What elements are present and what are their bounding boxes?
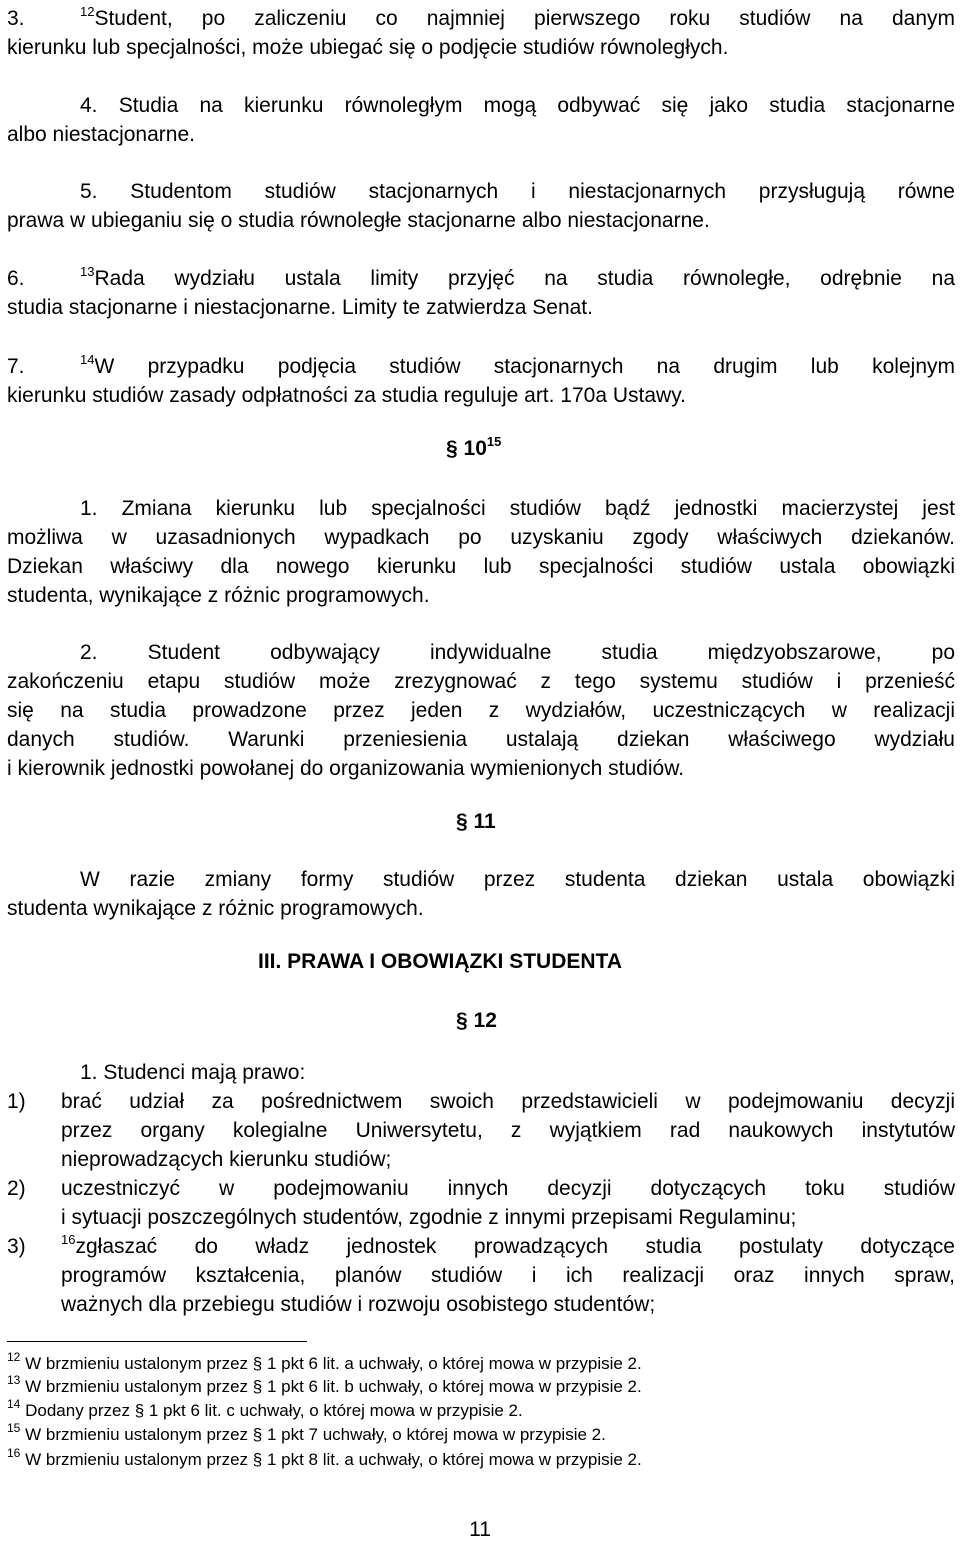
paragraph-text: Student, po zaliczeniu co najmniej pierwszego roku studiów na danym bbox=[94, 7, 955, 30]
list-item-number: 3) bbox=[7, 1235, 26, 1258]
paragraph-text: się na studia prowadzone przez jeden z wydziałów, uczestniczących w realizacji bbox=[7, 699, 955, 722]
footnote-text: W brzmieniu ustalonym przez § 1 pkt 7 uchwały, o której mowa w przypisie 2. bbox=[25, 1425, 606, 1444]
list-item bbox=[7, 1174, 955, 1232]
list-item-number: 2) bbox=[7, 1177, 26, 1200]
footnote-separator bbox=[7, 1341, 307, 1342]
chapter-title: III. PRAWA I OBOWIĄZKI STUDENTA bbox=[258, 950, 622, 973]
paragraph-number: 6. bbox=[7, 267, 25, 290]
footnote-number: 13 bbox=[7, 1373, 21, 1387]
section-heading-11: § 11 bbox=[456, 810, 496, 833]
footnote-ref: 13 bbox=[80, 264, 95, 279]
list-item-text: brać udział za pośrednictwem swoich przedstawicieli w podejmowaniu decyzji bbox=[61, 1090, 955, 1113]
paragraph-11 bbox=[7, 865, 955, 923]
footnote-text: Dodany przez § 1 pkt 6 lit. c uchwały, o której mowa w przypisie 2. bbox=[25, 1401, 523, 1420]
paragraph-3 bbox=[7, 4, 955, 62]
rights-list bbox=[7, 1087, 955, 1319]
page-number: 11 bbox=[469, 1518, 491, 1541]
footnote-ref: 16 bbox=[61, 1232, 76, 1247]
paragraph-number: 3. bbox=[7, 7, 25, 30]
paragraph-text: możliwa w uzasadnionych wypadkach po uzyskaniu zgody właściwych dziekanów. bbox=[7, 526, 955, 549]
paragraph-text: zakończeniu etapu studiów może zrezygnować z tego systemu studiów i przenieść bbox=[7, 670, 955, 693]
paragraph-text: 5. Studentom studiów stacjonarnych i niestacjonarnych przysługują równe bbox=[80, 180, 955, 203]
footnote bbox=[7, 1446, 642, 1471]
paragraph-6 bbox=[7, 264, 955, 322]
footnote-number: 12 bbox=[7, 1350, 21, 1364]
paragraph-text: W razie zmiany formy studiów przez studenta dziekan ustala obowiązki bbox=[80, 868, 955, 891]
footnote bbox=[7, 1397, 523, 1422]
paragraph-text: kierunku lub specjalności, może ubiegać się o podjęcie studiów równoległych. bbox=[7, 36, 729, 59]
paragraph-5 bbox=[7, 177, 955, 235]
footnote-number: 16 bbox=[7, 1446, 21, 1460]
paragraph-text: 4. Studia na kierunku równoległym mogą odbywać się jako studia stacjonarne bbox=[80, 94, 955, 117]
list-item bbox=[7, 1087, 955, 1174]
footnote-ref: 15 bbox=[486, 434, 502, 449]
section-heading-12: § 12 bbox=[456, 1009, 497, 1032]
list-item-text: i sytuacji poszczególnych studentów, zgodnie z innymi przepisami Regulaminu; bbox=[61, 1206, 797, 1229]
paragraph-7 bbox=[7, 352, 955, 410]
paragraph-text: studenta wynikające z różnic programowych. bbox=[7, 897, 424, 920]
paragraph-text: kierunku studiów zasady odpłatności za studia reguluje art. 170a Ustawy. bbox=[7, 384, 686, 407]
list-item-text: nieprowadzących kierunku studiów; bbox=[61, 1148, 392, 1171]
footnote-ref: 14 bbox=[80, 352, 95, 367]
paragraph-number: 7. bbox=[7, 355, 25, 378]
footnote-number: 14 bbox=[7, 1397, 21, 1411]
list-item-text: przez organy kolegialne Uniwersytetu, z wyjątkiem rad naukowych instytutów bbox=[61, 1119, 955, 1142]
footnote bbox=[7, 1421, 606, 1446]
paragraph-4 bbox=[7, 91, 955, 149]
paragraph-text: W przypadku podjęcia studiów stacjonarnych na drugim lub kolejnym bbox=[94, 355, 955, 378]
paragraph-12-intro bbox=[7, 1058, 955, 1087]
list-item-text: ważnych dla przebiegu studiów i rozwoju osobistego studentów; bbox=[61, 1293, 656, 1316]
paragraph-text: 1. Zmiana kierunku lub specjalności studiów bądź jednostki macierzystej jest bbox=[80, 497, 955, 520]
list-item-text: programów kształcenia, planów studiów i ich realizacji oraz innych spraw, bbox=[61, 1264, 955, 1287]
section-heading-10: § $10^{15}$ bbox=[446, 434, 502, 460]
footnote-text: W brzmieniu ustalonym przez § 1 pkt 6 lit. a uchwały, o której mowa w przypisie 2. bbox=[25, 1354, 642, 1373]
paragraph-text: Rada wydziału ustala limity przyjęć na studia równoległe, odrębnie na bbox=[94, 267, 955, 290]
paragraph-text: danych studiów. Warunki przeniesienia ustalają dziekan właściwego wydziału bbox=[7, 728, 955, 751]
footnote bbox=[7, 1350, 642, 1375]
paragraph-text: prawa w ubieganiu się o studia równoległe stacjonarne albo niestacjonarne. bbox=[7, 209, 710, 232]
list-item-text: zgłaszać do władz jednostek prowadzących studia postulaty dotyczące bbox=[75, 1235, 955, 1258]
footnote-ref: 12 bbox=[80, 4, 95, 19]
paragraph-10-1 bbox=[7, 494, 955, 610]
footnote-number: 15 bbox=[7, 1421, 21, 1435]
list-item bbox=[7, 1232, 955, 1319]
list-item-text: uczestniczyć w podejmowaniu innych decyzji dotyczących toku studiów bbox=[61, 1177, 955, 1200]
paragraph-text: studia stacjonarne i niestacjonarne. Limity te zatwierdza Senat. bbox=[7, 296, 593, 319]
paragraph-text: albo niestacjonarne. bbox=[7, 123, 195, 146]
footnote-text: W brzmieniu ustalonym przez § 1 pkt 6 lit. b uchwały, o której mowa w przypisie 2. bbox=[25, 1377, 642, 1396]
footnote bbox=[7, 1373, 642, 1398]
paragraph-10-2 bbox=[7, 638, 955, 783]
paragraph-text: Dziekan właściwy dla nowego kierunku lub specjalności studiów ustala obowiązki bbox=[7, 555, 955, 578]
list-item-number: 1) bbox=[7, 1090, 26, 1113]
paragraph-text: 2. Student odbywający indywidualne studia międzyobszarowe, po bbox=[80, 641, 955, 664]
paragraph-text: 1. Studenci mają prawo: bbox=[80, 1061, 306, 1084]
paragraph-text: i kierownik jednostki powołanej do organizowania wymienionych studiów. bbox=[7, 757, 685, 780]
paragraph-text: studenta, wynikające z różnic programowych. bbox=[7, 584, 430, 607]
footnote-text: W brzmieniu ustalonym przez § 1 pkt 8 lit. a uchwały, o której mowa w przypisie 2. bbox=[25, 1450, 642, 1469]
